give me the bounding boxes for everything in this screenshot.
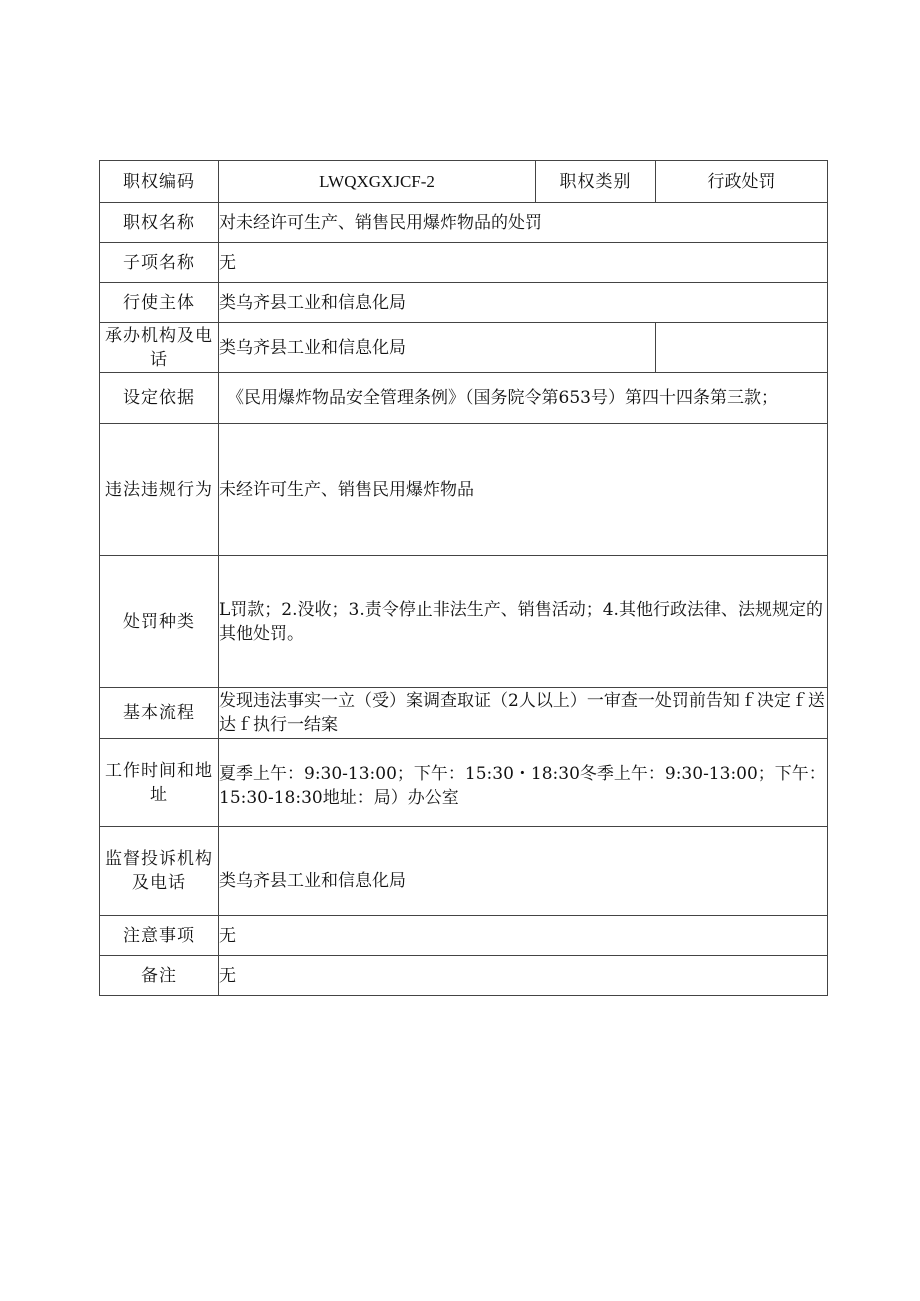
penalty-value: L罚款；2.没收；3.责令停止非法生产、销售活动；4.其他行政法律、法规规定的其他处罚。 — [219, 556, 828, 688]
row-subitem — [100, 243, 828, 283]
hours-value: 夏季上午：9:30-13:00；下午：15:30・18:30冬季上午：9:30-13:00；下午：15:30-18:30地址：局）办公室 — [219, 739, 828, 827]
remark-value: 无 — [219, 956, 828, 996]
row-hours — [100, 739, 828, 827]
violation-label: 违法违规行为 — [100, 424, 219, 556]
row-basis — [100, 373, 828, 424]
supervision-label: 监督投诉机构及电话 — [100, 827, 219, 916]
handler-value: 类乌齐县工业和信息化局 — [219, 323, 656, 373]
row-supervision — [100, 827, 828, 916]
row-notes — [100, 916, 828, 956]
row-code — [100, 161, 828, 203]
row-name — [100, 203, 828, 243]
row-violation — [100, 424, 828, 556]
category-label: 职权类别 — [536, 161, 656, 203]
handler-label: 承办机构及电话 — [100, 323, 219, 373]
row-remark — [100, 956, 828, 996]
subject-label: 行使主体 — [100, 283, 219, 323]
supervision-value: 类乌齐县工业和信息化局 — [219, 827, 828, 916]
hours-label: 工作时间和地址 — [100, 739, 219, 827]
code-label: 职权编码 — [100, 161, 219, 203]
notes-value: 无 — [219, 916, 828, 956]
basis-value: 《民用爆炸物品安全管理条例》（国务院令第653号）第四十四条第三款； — [219, 373, 828, 424]
code-value: LWQXGXJCF-2 — [219, 161, 536, 203]
row-handler — [100, 323, 828, 373]
notes-label: 注意事项 — [100, 916, 219, 956]
basis-label: 设定依据 — [100, 373, 219, 424]
subject-value: 类乌齐县工业和信息化局 — [219, 283, 828, 323]
process-value: 发现违法事实一立（受）案调查取证（2人以上）一审查一处罚前告知ｆ决定ｆ送达ｆ执行一结案 — [219, 688, 828, 739]
handler-phone — [656, 323, 828, 373]
category-value: 行政处罚 — [656, 161, 828, 203]
row-process — [100, 688, 828, 739]
subitem-label: 子项名称 — [100, 243, 219, 283]
penalty-label: 处罚种类 — [100, 556, 219, 688]
authority-table — [99, 160, 828, 996]
process-label: 基本流程 — [100, 688, 219, 739]
name-value: 对未经许可生产、销售民用爆炸物品的处罚 — [219, 203, 828, 243]
name-label: 职权名称 — [100, 203, 219, 243]
row-penalty — [100, 556, 828, 688]
violation-value: 未经许可生产、销售民用爆炸物品 — [219, 424, 828, 556]
row-subject — [100, 283, 828, 323]
subitem-value: 无 — [219, 243, 828, 283]
remark-label: 备注 — [100, 956, 219, 996]
